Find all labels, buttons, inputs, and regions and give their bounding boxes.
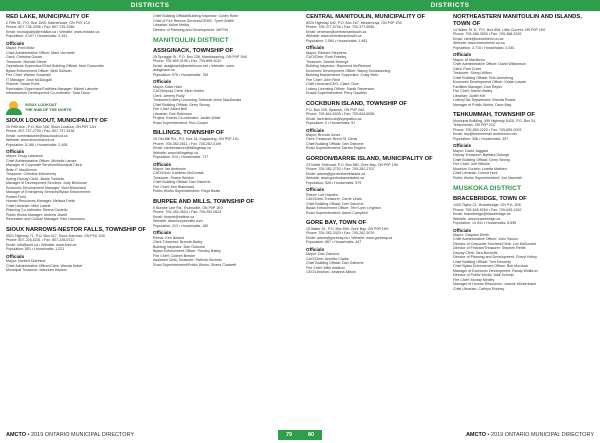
municipality-entry <box>453 196 594 291</box>
official-line: Chief Librarian: Mike Lawrie <box>6 203 51 208</box>
official-line: Planning Co-ordinator: Reena Costello <box>6 208 68 213</box>
official-line: Economic Development Officer: Kristin Lavoie <box>453 80 527 84</box>
column-2 <box>153 14 294 425</box>
left-columns <box>6 14 294 425</box>
officials-heading: Officials <box>153 230 172 236</box>
official-line: Infrastructure Development Co-ordinator: Todd Dixon <box>6 91 91 96</box>
official-line: Treasurer: Sheryl Wilton <box>453 71 492 75</box>
municipality-name: GORE BAY, TOWN OF <box>306 220 367 227</box>
official-line: Roads Superintendent: Perry Gauthier <box>306 91 368 96</box>
official-line: Director of Corporate Services/Clerk: Lori McDonald <box>453 241 536 246</box>
official-line: Chief Bylaw Enforcement Officer: Bob Murdock <box>453 264 529 269</box>
sun-hill-icon <box>6 101 22 115</box>
contact-line: 15 Old Mill Rd., P.O. Box 34, Kagawong, ON P0P 1J0 <box>153 137 239 141</box>
official-line: Planner: Sarah Rohs <box>6 82 40 87</box>
official-line: CAO/Clerk: Ruth Frawley <box>306 55 347 60</box>
official-line: Clerk-Treasurer: Brenda Bailey <box>153 240 203 245</box>
contact-line: Population: 5,188 • Households: 2,408 <box>6 142 68 147</box>
official-line: Robert Forst <box>6 194 26 199</box>
column-3 <box>306 14 447 425</box>
officials-heading: Officials <box>6 149 25 154</box>
official-line: Bylaw Enforcement Officer: Timothy Bailey <box>153 249 221 254</box>
official-line: CAO/Deputy Clerk: Alton Hobbs <box>153 89 204 94</box>
official-line: Recreation Supervisor/Facilities Manager: Michel Labonte <box>6 86 99 91</box>
official-line: IT Manager: Josh McDougall <box>6 77 52 82</box>
right-page <box>300 0 600 443</box>
official-line: Director of Planning and Development: Jeff Pet <box>153 27 228 32</box>
official-line: Mayor: Al MacNevin <box>453 57 485 62</box>
municipality-name: TEHKUMMAH, TOWNSHIP OF <box>453 112 535 118</box>
official-line: Chief Building Official: Dan Osborne <box>306 141 364 146</box>
municipality-entry <box>453 14 594 107</box>
contact-line: P.O. Box 205, Spanish, ON P0P 2A0 <box>306 107 365 112</box>
official-line: Fire Chief: Albert Bell <box>153 107 187 112</box>
contact-line: Phone: 705-282-0624 • Fax: 705-282-0624 <box>153 210 222 215</box>
official-line: Reeve: Ken Noland <box>153 235 185 240</box>
page-header-left: DISTRICTS <box>0 0 300 11</box>
official-line: CEO/Librarian: Johanna Allison <box>306 270 356 275</box>
official-line: Acting Deputy Clerk: Jackie Tonhiolo <box>6 176 65 181</box>
municipality-name: COCKBURN ISLAND, TOWNSHIP OF <box>306 100 407 107</box>
contact-line: 15 Water St., P.O. Box 590, Gore Bay, ON P0P 1H0 <box>306 226 389 231</box>
contact-line: Population: 976 • Households: 759 <box>153 72 209 77</box>
footer-left <box>6 432 134 438</box>
contact-line: Phone: 807-226-5241 • Fax: 807-226-5712 <box>6 238 75 243</box>
official-line: Recreation and Culture Manager: Rick Lessmann <box>6 217 85 222</box>
contact-line: Phone: 705-859-3196 • Fax: 705-859-3010 <box>153 59 222 64</box>
official-line: Chief Building Official: Gerry Strong <box>153 102 210 107</box>
municipality-entry <box>6 227 147 273</box>
contact-line: Population: 313 • Households: 180 <box>153 223 209 228</box>
contact-line: Website: www.siouxlookout.ca <box>6 138 55 142</box>
contact-line: Website: www.townofnemi.on.ca <box>453 41 505 46</box>
contact-line: 5521 Highway 71, P.O. Box 417, Sioux Narrows, ON P0X 1N0 <box>6 233 105 238</box>
contact-line: Email: twp@tehkummah.amtelecom.net <box>453 132 517 137</box>
official-line: Road Superintendent: Ron Cooper <box>153 120 209 125</box>
officials-heading: Officials <box>453 143 472 149</box>
official-line: Building Maintenance Supervisor: Craig Stein <box>306 73 379 78</box>
logo-text <box>25 103 71 112</box>
official-line: Chief Building Official: Dan Osborne <box>306 261 364 266</box>
municipality-name: GORDON/BARRIE ISLAND, MUNICIPALITY OF <box>306 155 433 162</box>
official-line: Chief Administrative Officer: John Sisson <box>453 237 518 242</box>
official-line: Manager of Emergency Services/Bylaw Enforcement: <box>6 190 92 195</box>
contact-line: Population: 514 • Households: 717 <box>153 155 209 159</box>
officials-heading: Officials <box>6 253 25 259</box>
contact-line: Population: 867 • Households: 447 <box>306 240 362 245</box>
municipality-name: ASSIGINACK, TOWNSHIP OF <box>153 48 234 54</box>
official-line: Fire Chief: Warren Sozanski <box>6 73 51 78</box>
contact-line: Population: 2,084 • Households: 1,483 <box>306 38 368 43</box>
footer-right <box>466 432 594 438</box>
municipality-entry <box>153 130 294 194</box>
contact-line: Phone: 705-844-0035 • Fax: 705-844-6058 <box>306 112 375 116</box>
official-line: Treasurer: Christine McInenney <box>6 172 57 177</box>
contact-line: Population: 0 • Households: 91 <box>306 121 356 125</box>
contact-line: 6020 Highway 542, P.O. Box 187, Mindemoya, ON P0P 1S0 <box>306 20 402 25</box>
official-line: Public Works Superintendent: Floyd Beals <box>153 189 221 194</box>
official-line: Road Superintendent: Darren Rogers <box>306 146 366 151</box>
continued-officials <box>153 14 294 32</box>
contact-line: Email: municipality@redlake.ca • Website: www.redlake.ca <box>6 29 100 34</box>
official-line: Lottery/Tax Department: Brenda Reade <box>453 98 516 102</box>
official-line: Chief of Fire Rescue Services/CEMC: Tyrell Griffith <box>153 18 235 23</box>
official-line: Chief Librarian: Cathryn Rodney <box>453 286 505 291</box>
official-line: Fire Chief: Colleen Bresler <box>153 253 196 258</box>
official-line: Chief Administrative Officer: Mark Vermette <box>6 50 75 55</box>
contact-line: Population: 2,715 • Households: 2,030 <box>453 45 515 50</box>
official-line: Assistant Clerk-Treasurer: Patricia Gilchrist <box>153 258 222 263</box>
contact-line: Municipal Building, 459 Highway 542A, P.O. Box 24, <box>453 118 537 123</box>
official-line: Manager of Public Works: Dave May <box>453 102 512 107</box>
official-line: Clerk: Christine Goulet <box>6 55 43 60</box>
contact-line: Tehkummah, ON P0P 2C0 <box>453 123 496 128</box>
page-number-left: 79 <box>278 430 300 440</box>
officials-heading: Officials <box>306 246 325 252</box>
municipality-entry <box>6 118 147 222</box>
officials-heading: Officials <box>306 127 325 133</box>
footer-text: • 2019 ONTARIO MUNICIPAL DIRECTORY <box>487 432 594 438</box>
contact-line: Email: clerk@townofnemi.on.ca <box>453 36 504 41</box>
contact-line: Email: lavenitchcok@sympatico.ca <box>306 116 362 121</box>
official-line: Operations Supervisor/Chief Building Official: Noel Dumontier <box>6 64 104 69</box>
official-line: Mayor: Ian Anderson <box>153 166 187 171</box>
municipality-name: NORTHEASTERN MANITOULIN AND ISLANDS, TOWN OF <box>453 14 582 27</box>
contact-line: Email: admin@gorebay.ca • Website: www.gorebay.ca <box>306 235 393 240</box>
official-line: Deputy Treasurer: Barbara Deforge <box>453 153 510 158</box>
official-line: Mayor: David Jaggard <box>453 148 489 153</box>
contact-line: Phone: 705-368-3500 • Fax: 705-368-2245 <box>453 32 522 37</box>
municipality-name: SIOUX LOOKOUT, MUNICIPALITY OF <box>6 117 108 124</box>
officials-heading: Officials <box>153 79 172 85</box>
footer-text: • 2019 ONTARIO MUNICIPAL DIRECTORY <box>27 432 135 438</box>
contact-line: Email: centman@centralmanitoulin.ca <box>306 29 367 34</box>
official-line: Economic Development Officer: Nancy Kinnakanning <box>306 68 391 73</box>
municipality-entry <box>453 112 594 180</box>
official-line: Mayor: Doug Lawrance <box>6 154 44 159</box>
official-line: Chief Administrative Officer: Michelle Larose <box>6 158 77 163</box>
contact-line: Email: clerktreasurer@billingstwp.ca <box>153 146 211 150</box>
contact-line: Email: admin@gordonbarrieisland.ca <box>306 171 365 176</box>
column-4 <box>453 14 594 425</box>
official-line: Bylaw Enforcement Officer: Terri Lynn Leighton <box>306 206 381 211</box>
official-line: Mayor: Graydon Smith <box>453 232 489 237</box>
official-line: Project, Events Co-ordinator: Jackie White <box>153 116 221 121</box>
contact-line: 1000 Taylor Ct., Bracebridge, ON P1L 1R6 <box>453 203 521 207</box>
official-line: Building Inspector: Dan Osborne <box>153 244 205 249</box>
official-line: Mayor: Dave Ham <box>153 84 182 89</box>
official-line: Chief Building Official: Gerry Strong <box>453 157 510 162</box>
contact-line: assiginack.ca <box>153 68 175 73</box>
logo-line: SIOUX LOOKOUT <box>25 103 57 108</box>
contact-line: Population: 526 • Households: 579 <box>306 180 362 185</box>
sioux-lookout-logo <box>6 101 147 115</box>
official-line: Public Works Superintendent: Joe Naomish <box>453 175 523 180</box>
official-line: Chief Librarian/CEO: Claire Cline <box>306 82 359 87</box>
official-line: Treasurer: Nichole Steele <box>6 59 47 64</box>
official-line: Director of Finance/Treasurer: Stephen Rettie <box>453 246 526 251</box>
official-line: Mayor: Dan Osborne <box>306 252 340 257</box>
official-line: Fire Chief: Joel Wilkins <box>453 162 490 167</box>
official-line: Economic Development Manager: Vicki Blanchard <box>6 185 86 190</box>
contact-line: Phone: 807-735-2096 • Fax: 807-735-2286 <box>6 25 75 30</box>
municipality-entry <box>153 199 294 267</box>
contact-line: Phone: 705-645-5264 • Fax: 705-645-1262 <box>453 207 522 212</box>
section-title-muskoka: MUSKOKA DISTRICT <box>453 185 522 193</box>
official-line: Road Superintendent/Public Works: Shane Chatwell <box>153 262 237 267</box>
contact-line: Phone: 705-859-2220 • Fax: 705-859-2003 <box>453 127 522 132</box>
official-line: Museum Curator: Loretta Mathieu <box>453 166 507 171</box>
contact-line: Phone: 705-282-2611 • Fax: 705-282-3199 <box>153 141 222 146</box>
official-line: Chief Librarian: Donna Hunt <box>453 171 498 176</box>
contact-line: 14 Water St. E., P.O. Box 608, Little Current, ON P0P 1K0 <box>453 27 546 32</box>
municipality-name: BILLINGS, TOWNSHIP OF <box>153 130 224 137</box>
official-line: Building Inspector: Raymond McPherson <box>306 64 372 69</box>
contact-line: Website: www.bracebridge.ca <box>453 216 501 221</box>
official-line: Mayor: Richard Stephens <box>306 50 347 55</box>
contact-line: Phone: 705-377-5726 • Fax: 705-377-5585 <box>306 25 375 30</box>
official-line: Fire Chief: Darren Bailey <box>453 89 493 93</box>
page-number-right: 80 <box>300 430 322 440</box>
contact-line: Email: bracebridge@bracebridge.ca <box>453 212 511 216</box>
official-line: Manager of Development Services: Jody Brinkman <box>6 181 87 186</box>
official-line: Mayor: Norbert Dufresne <box>6 259 46 264</box>
official-line: Public Works Manager: Andrew Jewell <box>6 212 68 217</box>
contact-line: 25 Spragge St., P.O. Box 238, Manitowaning, ON P0P 1N0 <box>153 54 247 59</box>
official-line: Chief Building Official: Rob Armstrong <box>453 75 514 80</box>
contact-line: Website: www.billingstwp.ca <box>153 150 198 155</box>
official-line: Human Resources Manager: Melissa Fortin <box>6 199 76 204</box>
column-2-entries <box>153 48 294 267</box>
official-line: CAO/Clerk: Kathleen McDonald <box>153 171 204 176</box>
officials-heading: Officials <box>153 161 172 167</box>
official-line: Chief Administrative Officer/Clerk: Wanda Nobel <box>6 263 83 268</box>
official-line: Municipal Treasurer: Maureen Hanson <box>6 268 68 273</box>
municipality-entry <box>6 14 147 96</box>
official-line: Fire Chief: Murray Medley <box>453 277 495 282</box>
official-line: Brian F. MacKinnon <box>6 167 38 172</box>
official-line: Manager of Human Resources: Joanne Wickenbach <box>453 282 537 287</box>
contact-line: Phone: 807-737-2700 • Fax: 807-737-3436 <box>6 129 75 133</box>
official-line: Librarian: Deb Robinson <box>153 111 192 116</box>
contact-line: Email: assiginack@amtelecom.net • Website: www. <box>153 63 235 68</box>
official-line: CAO/Clerk: Annette Clarke <box>306 256 349 261</box>
official-line: Chief Building Official: Dan Osborne <box>306 201 364 206</box>
official-line: Facilities Manager: Dan Rayier <box>453 84 503 89</box>
contact-line: Website: www.gordonbarrieisland.ca <box>306 176 365 181</box>
contact-line: Population: 14,941 • Households: 8,695 <box>453 221 517 225</box>
right-columns <box>306 14 594 425</box>
contact-line: Population: 4,107 • Households: 2,191 <box>6 34 68 39</box>
official-line: Deputy Clerk: Tara Bucholtz <box>453 250 498 255</box>
contact-line: Website: www.burpeemills.com <box>153 219 203 224</box>
contact-line: 23 Noble Sideroad, P.O. Box 580, Gore Bay, ON P0P 1H0 <box>306 162 399 167</box>
official-line: Treasurer/Lottery Licensing: Deborah-Anne MacDonald <box>153 98 242 103</box>
official-line: Mayor: Brenda Jones <box>306 132 341 137</box>
officials-heading: Officials <box>306 45 325 51</box>
official-line: Director of Planning and Development: Cheryl Kelley <box>453 255 537 260</box>
official-line: Lottery Licensing Officer: Sarah Stevenson <box>306 86 375 91</box>
official-line: Librarian: Arline Melloy <box>153 23 190 27</box>
official-line: CAO/Clerk-Treasurer: Carrie Lewis <box>306 197 362 202</box>
logo-line: THE HUB OF THE NORTH <box>25 107 72 112</box>
municipality-name: RED LAKE, MUNICIPALITY OF <box>6 14 90 20</box>
official-line: Librarian: Judith Kift <box>453 93 485 98</box>
hill-shape <box>6 108 22 115</box>
page-header-right: DISTRICTS <box>300 0 600 11</box>
official-line: Treasurer: Denise Deforge <box>306 59 349 64</box>
official-line: Chief Building Official: Tom Kennedy <box>453 259 511 264</box>
officials-heading: Officials <box>306 187 325 193</box>
footer-brand: AMCTO <box>465 432 487 438</box>
official-line: Treasurer: Shane Weston <box>153 175 194 180</box>
municipality-name: SIOUX NARROWS-NESTOR FALLS, TOWNSHIP OF <box>6 226 147 233</box>
officials-heading: Officials <box>6 40 25 46</box>
officials-heading: Officials <box>453 227 472 233</box>
column-1 <box>6 14 147 425</box>
footer-brand: AMCTO <box>6 432 27 438</box>
municipality-name: CENTRAL MANITOULIN, MUNICIPALITY OF <box>306 14 426 20</box>
contact-line: 9 Burpee Line Rd., Evansville, ON P0P 1E0 <box>153 205 223 210</box>
official-line: Road Superintendent: Aaron Campbell <box>306 210 368 215</box>
contact-line: Email: info@snnf.ca • Website: www.snnf.ca <box>6 242 77 247</box>
contact-line: Population: 358 • Households: 357 <box>453 136 509 141</box>
municipality-entry <box>306 14 447 96</box>
column-2-continuation <box>153 14 294 32</box>
officials-heading: Officials <box>453 52 472 58</box>
official-line: Clerk: Jeremy Rody <box>153 93 185 98</box>
municipality-name: BURPEE AND MILLS, TOWNSHIP OF <box>153 198 255 205</box>
official-line: Fire Chief: Mike Addison <box>306 265 345 270</box>
contact-line: 2 Fifth St., P.O. Box 1000, Balmertown, ON P0V 1C0 <box>6 20 91 25</box>
official-line: Fire Chief: John Reid <box>306 77 340 82</box>
municipality-entry <box>306 220 447 275</box>
municipality-entry <box>153 48 294 125</box>
contact-line: Population: 851 • Households: 1,221 <box>6 247 65 252</box>
municipality-entry <box>306 156 447 215</box>
official-line: Chief Administrative Officer: David Williamson <box>453 62 526 66</box>
contact-line: Website: www.centralmanitoulin.ca <box>306 34 362 39</box>
official-line: Director of Public Works: Walt Schmid <box>453 273 514 278</box>
official-line: Clerk-Treasurer: Brent St. Denis <box>306 137 358 142</box>
contact-line: Phone: 705-282-2702 • Fax: 705-282-2702 <box>306 167 375 172</box>
contact-line: Email: burpee@bellnet.ca <box>153 214 195 219</box>
contact-line: 25 Fifth Ave., P.O. Box 158, Sioux Lookout, ON P8T 1A4 <box>6 124 96 129</box>
official-line: Chief Building Official/Building Inspector: Cullen Robb <box>153 14 239 18</box>
section-title-manitoulin: MANITOULIN DISTRICT <box>153 37 229 44</box>
official-line: Bylaw Enforcement Officer: Beth Sullivan <box>6 68 72 73</box>
official-line: Manager of Corporate Services/Municipal Clerk: <box>6 163 83 168</box>
official-line: Reeve: Lee Hayden <box>306 192 338 197</box>
contact-line: Phone: 705-282-2420 • Fax: 705-282-3076 <box>306 231 375 236</box>
official-line: Clerk: Pam Cress <box>453 66 482 71</box>
official-line: Manager of Economic Development: Randy Wollbrun <box>453 268 538 273</box>
municipality-name: BRACEBRIDGE, TOWN OF <box>453 196 527 203</box>
official-line: Fire Chief: Ken Blanchard <box>153 184 195 189</box>
official-line: Chief Building Official: Dan Osborne <box>153 180 211 185</box>
contact-line: Email: commissioner@siouxlookout.ca <box>6 133 68 138</box>
municipality-entry <box>306 101 447 151</box>
official-line: Mayor: Fred Mota <box>6 46 35 51</box>
